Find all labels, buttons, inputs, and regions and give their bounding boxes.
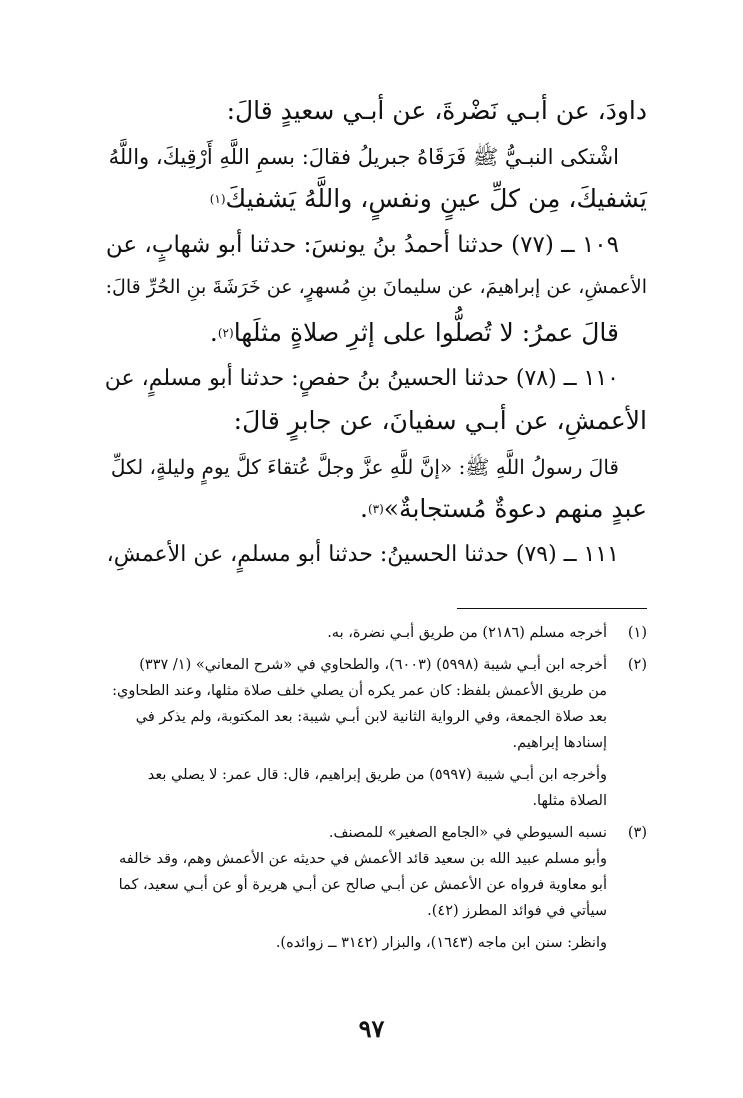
footnote-text: سيأتي في فوائد المطرز (٤٢). <box>427 903 607 919</box>
footnote-ref[interactable]: (١) <box>209 192 226 206</box>
footnote-ref[interactable]: (٢) <box>217 326 234 340</box>
text-line-content: اشْتكى النبـيُّ ﷺ فَرَقَاهُ جبريلُ فقالَ: بسمِ اللَّهِ أَرْقِيكَ، واللَّهُ <box>108 145 619 169</box>
footnote-text: أبو معاوية فرواه عن الأعمش عن أبـي صالح عن أبـي هريرة أو عن أبـي سعيد، كما <box>118 877 607 893</box>
footnote-text: الصلاة مثلها. <box>532 793 607 809</box>
footnote-text: نسبه السيوطي في «الجامع الصغير» للمصنف. <box>328 825 607 841</box>
isnad-line <box>100 364 647 394</box>
text-line-content: قالَ عمرُ: لا تُصلُّوا على إثرِ صلاةٍ مثلَها <box>233 318 619 347</box>
hadith-text <box>100 142 647 172</box>
text-line-content: عبدٍ منهم دعوةٌ مُستجابةٌ» <box>383 494 647 523</box>
footnote-separator <box>457 608 647 609</box>
footnote-1 <box>100 620 647 646</box>
isnad-line <box>100 406 647 436</box>
main-text <box>100 96 647 570</box>
footnotes <box>100 620 647 956</box>
text-line <box>100 96 647 126</box>
text-line-content: الأعمشِ، عن أبـي سفيانَ، عن جابرٍ قالَ: <box>233 406 647 435</box>
hadith-text <box>100 318 647 348</box>
footnote-2 <box>100 652 647 814</box>
hadith-text <box>100 184 647 214</box>
footnote-number: (٣) <box>627 825 647 841</box>
footnote-text: بعد صلاة الجمعة، وفي الرواية الثانية لابن أبـي شيبة: بعد المكتوبة، ولم يذكر في <box>135 709 607 725</box>
page-number: ٩٧ <box>358 1014 385 1043</box>
text-line-content: قالَ رسولُ اللَّهِ ﷺ: «إنَّ للَّهِ عزَّ وجلَّ عُتقاءَ كلَّ يومٍ وليلةٍ، لكلِّ <box>110 455 619 479</box>
text-line-content: داودَ، عن أبـي نَضْرةَ، عن أبـي سعيدٍ قالَ: <box>226 96 647 125</box>
footnote-ref[interactable]: (٣) <box>367 502 384 516</box>
text-line-content: الأعمشِ، عن إبراهيمَ، عن سليمانَ بنِ مُسهرٍ، عن خَرَشَةَ بنِ الحُرِّ قالَ: <box>105 276 647 298</box>
isnad-line <box>100 230 647 260</box>
text-line-content: ١١١ ــ (٧٩) حدثنا الحسينُ: حدثنا أبو مسلمٍ، عن الأعمشِ، <box>106 542 619 567</box>
punctuation: . <box>359 494 368 523</box>
text-line-content: ١١٠ ــ (٧٨) حدثنا الحسينُ بنُ حفصٍ: حدثنا أبو مسلمٍ، عن <box>104 366 619 391</box>
footnote-3 <box>100 820 647 956</box>
hadith-text <box>100 494 647 524</box>
footnote-text: من طريق الأعمش بلفظ: كان عمر يكره أن يصلي خلف صلاة مثلها، وعند الطحاوي: <box>112 683 607 699</box>
footnote-text: وانظر: سنن ابن ماجه (١٦٤٣)، والبزار (٣١٤٢ ــ زوائده). <box>275 935 607 951</box>
footnote-text: أخرجه مسلم (٢١٨٦) من طريق أبـي نضرة، به. <box>327 625 607 641</box>
text-line-content: يَشفيكَ، مِن كلِّ عينٍ ونفسٍ، واللَّهُ يَشفيكَ <box>225 184 647 213</box>
isnad-line <box>100 540 647 570</box>
footnote-number: (٢) <box>627 657 647 673</box>
footnote-number: (١) <box>627 625 647 641</box>
hadith-text <box>100 452 647 482</box>
footnote-text: وأبو مسلم عبيد الله بن سعيد قائد الأعمش في حديثه عن الأعمش وهم، وقد خالفه <box>118 851 607 867</box>
punctuation: . <box>209 318 218 347</box>
isnad-line <box>100 272 647 302</box>
text-line-content: ١٠٩ ــ (٧٧) حدثنا أحمدُ بنُ يونسَ: حدثنا أبو شهابٍ، عن <box>105 232 619 258</box>
footnote-text: وأخرجه ابن أبـي شيبة (٥٩٩٧) من طريق إبراهيم، قال: قال عمر: لا يصلي بعد <box>147 767 607 783</box>
footnote-text: أخرجه ابن أبـي شيبة (٥٩٩٨) (٦٠٠٣)، والطحاوي في «شرح المعاني» (١/ ٣٣٧) <box>139 657 607 673</box>
footnote-text: إسنادها إبراهيم. <box>512 735 607 751</box>
